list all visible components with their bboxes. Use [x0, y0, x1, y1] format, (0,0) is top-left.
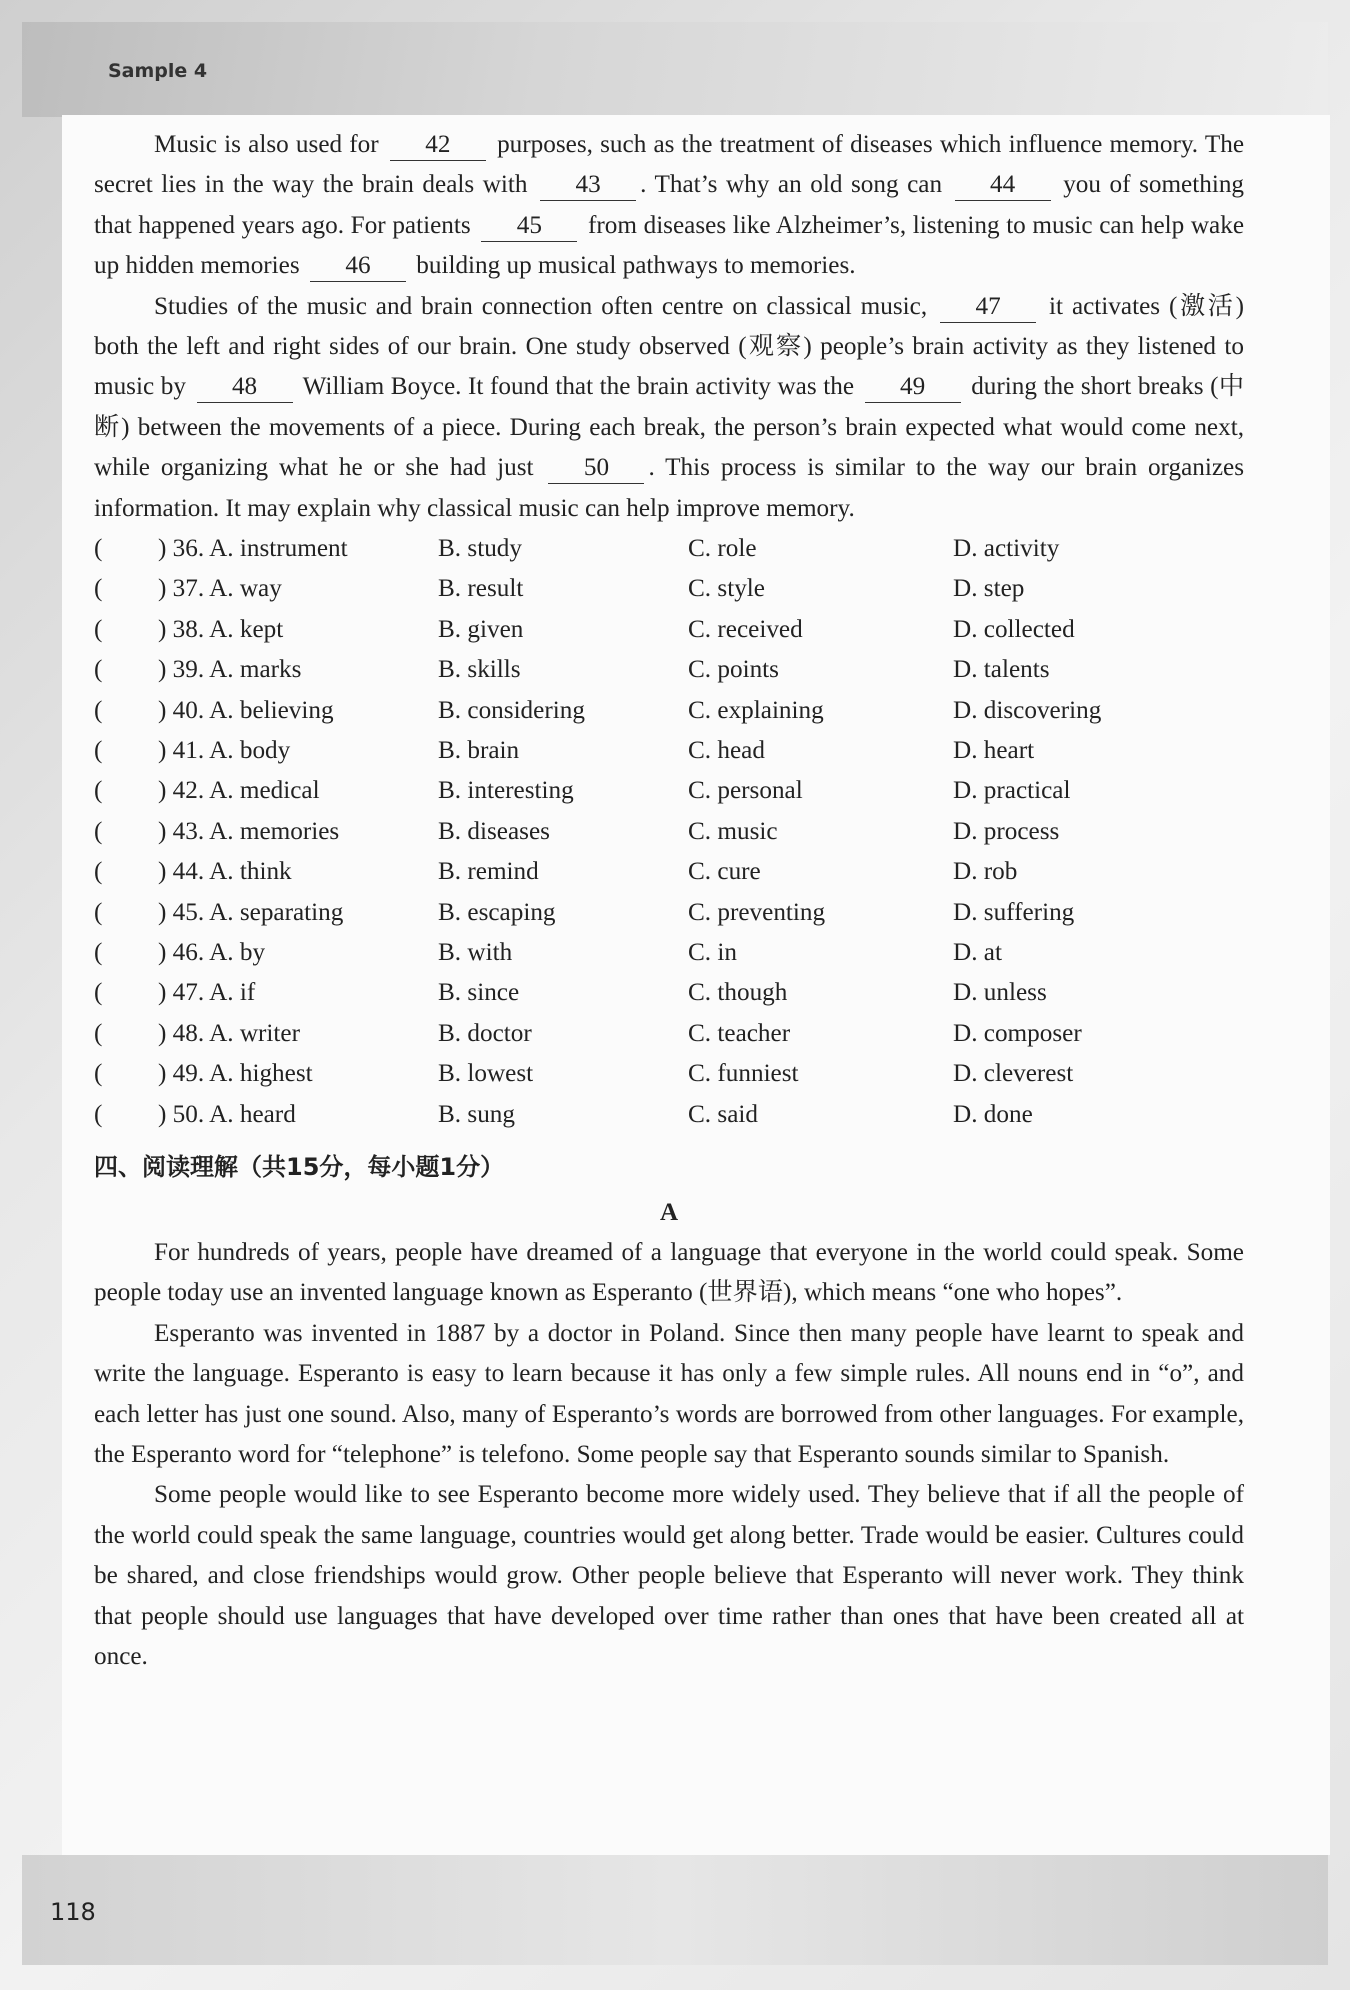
option-b: B. doctor [438, 1019, 532, 1047]
cloze-paragraph-1 [94, 125, 1244, 287]
option-b: B. skills [438, 656, 521, 684]
option-a: ) 39. A. marks [158, 656, 302, 684]
passage-letter: A [659, 1198, 679, 1226]
option-row-43 [94, 812, 1244, 852]
blank-42: 42 [390, 130, 486, 161]
option-row-46 [94, 933, 1244, 973]
options-list [94, 529, 1244, 1135]
option-c: C. points [688, 656, 779, 684]
option-d: D. composer [953, 1019, 1082, 1047]
section-title: 四、阅读理解（共15分，每小题1分） [94, 1152, 505, 1181]
option-a: ) 46. A. by [158, 938, 266, 966]
option-b: B. with [438, 938, 513, 966]
cloze-text: . This process is similar to the way our brain organizes information. It may explain why classical music can help improve memory. [94, 454, 1245, 522]
cloze-paragraph-2 [94, 287, 1244, 529]
cloze-text: during the short breaks (中断) between the movements of a piece. During each break, the person’s brain expected what would come next, while organizing what he or she had just [94, 373, 1245, 482]
option-c: C. music [688, 817, 778, 845]
option-c: C. preventing [688, 898, 826, 926]
option-a: ) 41. A. body [158, 737, 291, 765]
option-c: C. personal [688, 777, 803, 805]
cloze-text: Music is also used for [154, 131, 379, 158]
option-d: D. at [953, 938, 1002, 966]
option-d: D. unless [953, 979, 1047, 1007]
option-a: ) 49. A. highest [158, 1060, 313, 1088]
option-c: C. teacher [688, 1019, 791, 1047]
option-d: D. discovering [953, 696, 1102, 724]
cloze-text: . That’s why an old song can [640, 171, 943, 199]
cloze-text: purposes, such as the treatment of diseases which influence memory. The secret lies in the way the brain deals with [94, 131, 1244, 199]
option-row-36 [94, 529, 1244, 569]
option-b: B. interesting [438, 777, 574, 805]
option-row-44 [94, 852, 1244, 892]
option-row-42 [94, 771, 1244, 811]
option-row-39 [94, 650, 1244, 690]
answer-paren[interactable]: ( [94, 1100, 103, 1128]
option-c: C. said [688, 1100, 758, 1128]
option-row-49 [94, 1054, 1244, 1094]
blank-44: 44 [955, 170, 1051, 201]
answer-paren[interactable]: ( [94, 817, 103, 845]
answer-paren[interactable]: ( [94, 858, 103, 886]
option-a: ) 36. A. instrument [158, 535, 348, 563]
option-b: B. sung [438, 1100, 515, 1128]
reading-paragraph: Some people would like to see Esperanto become more widely used. They believe that if all the people of the world could speak the same language, countries would get along better. Trade would be easier. Cultures could be shared, and close friendships would grow. Other people believe that Esperanto will never work. They think that people should use languages that have developed over time rather than ones that have been created all at once. [94, 1481, 1244, 1670]
answer-paren[interactable]: ( [94, 696, 103, 724]
blank-45: 45 [481, 211, 577, 242]
option-row-37 [94, 569, 1244, 609]
cloze-text: William Boyce. It found that the brain activity was the [302, 373, 855, 401]
cloze-text: from diseases like Alzheimer’s, listening to music can help wake up hidden memories [94, 211, 1245, 280]
text-area [94, 125, 1244, 1677]
option-a: ) 43. A. memories [158, 817, 340, 845]
option-row-45 [94, 893, 1244, 933]
reading-paragraph: For hundreds of years, people have dreamed of a language that everyone in the world could speak. Some people today use an invented language known as Esperanto (世界语), which means “one who hopes”. [94, 1238, 1244, 1307]
cloze-text: Studies of the music and brain connection often centre on classical music, [154, 292, 928, 320]
answer-paren[interactable]: ( [94, 1019, 103, 1047]
blank-48: 48 [197, 372, 293, 403]
cloze-text: building up musical pathways to memories. [416, 252, 856, 280]
answer-paren[interactable]: ( [94, 898, 103, 926]
option-a: ) 42. A. medical [158, 777, 320, 805]
option-a: ) 44. A. think [158, 858, 292, 886]
option-c: C. received [688, 615, 803, 643]
option-d: D. suffering [953, 898, 1075, 926]
option-c: C. explaining [688, 696, 824, 724]
answer-paren[interactable]: ( [94, 938, 103, 966]
option-row-41 [94, 731, 1244, 771]
option-b: B. result [438, 575, 524, 603]
option-d: D. practical [953, 777, 1071, 805]
option-c: C. in [688, 938, 737, 966]
option-d: D. cleverest [953, 1060, 1074, 1088]
option-b: B. lowest [438, 1060, 534, 1088]
option-b: B. escaping [438, 898, 556, 926]
option-b: B. brain [438, 737, 520, 765]
blank-46: 46 [310, 251, 406, 282]
option-row-38 [94, 610, 1244, 650]
option-row-50 [94, 1095, 1244, 1135]
blank-49: 49 [865, 372, 961, 403]
option-a: ) 48. A. writer [158, 1019, 300, 1047]
option-b: B. given [438, 615, 524, 643]
option-d: D. talents [953, 656, 1050, 684]
option-b: B. study [438, 535, 522, 563]
answer-paren[interactable]: ( [94, 979, 103, 1007]
sample-label: Sample 4 [108, 60, 208, 82]
blank-50: 50 [548, 453, 644, 484]
answer-paren[interactable]: ( [94, 656, 103, 684]
option-c: C. though [688, 979, 788, 1007]
option-row-48 [94, 1014, 1244, 1054]
answer-paren[interactable]: ( [94, 615, 103, 643]
cloze-text: you of something that happened years ago. For patients [94, 171, 1245, 239]
option-row-40 [94, 691, 1244, 731]
answer-paren[interactable]: ( [94, 535, 103, 563]
option-d: D. rob [953, 858, 1018, 886]
option-d: D. heart [953, 737, 1035, 765]
option-c: C. cure [688, 858, 761, 886]
answer-paren[interactable]: ( [94, 1060, 103, 1088]
option-c: C. head [688, 737, 765, 765]
option-a: ) 50. A. heard [158, 1100, 296, 1128]
footer-band [22, 1855, 1328, 1965]
answer-paren[interactable]: ( [94, 777, 103, 805]
cloze-text: it activates (激活) both the left and right sides of our brain. One study observed (观察) people’s brain activity as they listened to music by [94, 292, 1245, 401]
page-number: 118 [50, 1898, 96, 1926]
option-d: D. done [953, 1100, 1033, 1128]
option-a: ) 47. A. if [158, 979, 256, 1007]
option-a: ) 40. A. believing [158, 696, 334, 724]
option-c: C. style [688, 575, 765, 603]
option-b: B. remind [438, 858, 539, 886]
option-d: D. step [953, 575, 1025, 603]
option-row-47 [94, 973, 1244, 1013]
option-a: ) 37. A. way [158, 575, 282, 603]
option-c: C. role [688, 535, 757, 563]
option-b: B. considering [438, 696, 585, 724]
option-d: D. activity [953, 535, 1060, 563]
option-a: ) 45. A. separating [158, 898, 344, 926]
answer-paren[interactable]: ( [94, 575, 103, 603]
blank-47: 47 [940, 292, 1036, 323]
option-b: B. diseases [438, 817, 550, 845]
option-d: D. collected [953, 615, 1075, 643]
option-b: B. since [438, 979, 520, 1007]
header-band [22, 22, 1328, 117]
option-a: ) 38. A. kept [158, 615, 284, 643]
reading-paragraph: Esperanto was invented in 1887 by a doctor in Poland. Since then many people have learnt to speak and write the language. Esperanto is easy to learn because it has only a few simple rules. All nouns end in “o”, and each letter has just one sound. Also, many of Esperanto’s words are borrowed from other languages. For example, the Esperanto word for “telephone” is telefono. Some people say that Esperanto sounds similar to Spanish. [94, 1319, 1244, 1468]
answer-paren[interactable]: ( [94, 737, 103, 765]
option-c: C. funniest [688, 1060, 799, 1088]
option-d: D. process [953, 817, 1060, 845]
blank-43: 43 [540, 170, 636, 201]
